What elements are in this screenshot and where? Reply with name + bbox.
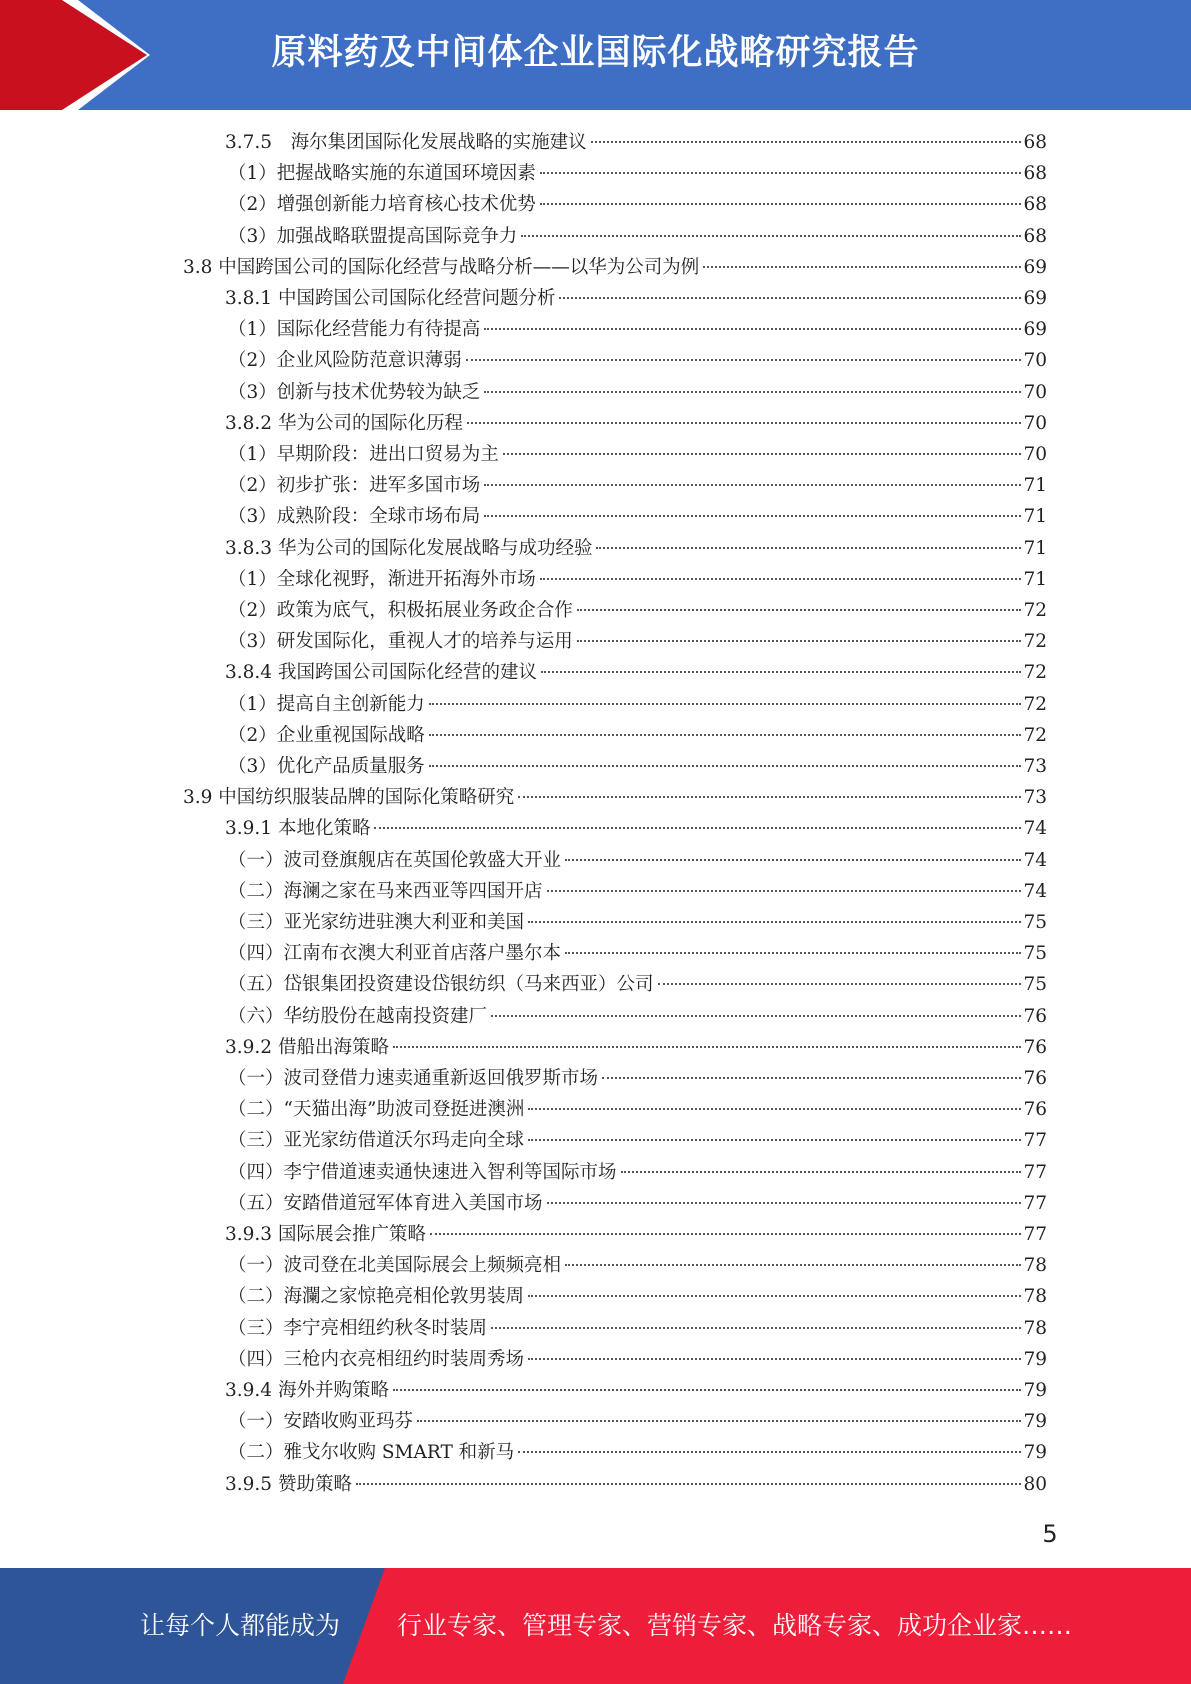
toc-entry[interactable] bbox=[0, 813, 1047, 844]
toc-entry-label: 3.9.3 国际展会推广策略 bbox=[225, 1224, 426, 1245]
toc-dot-leader bbox=[503, 453, 1022, 455]
toc-entry-label: 3.9 中国纺织服装品牌的国际化策略研究 bbox=[183, 787, 515, 809]
toc-entry-label: （四）江南布衣澳大利亚首店落户墨尔本 bbox=[228, 943, 562, 965]
toc-dot-leader bbox=[430, 1233, 1021, 1235]
toc-entry-page: 79 bbox=[1023, 1442, 1047, 1464]
toc-dot-leader bbox=[540, 203, 1022, 205]
toc-entry[interactable] bbox=[0, 564, 1047, 595]
toc-entry[interactable] bbox=[0, 751, 1047, 782]
toc-dot-leader bbox=[466, 359, 1022, 361]
page-header bbox=[0, 0, 1191, 110]
toc-entry-page: 71 bbox=[1023, 506, 1047, 528]
toc-entry-page: 79 bbox=[1023, 1380, 1047, 1401]
toc-entry-page: 74 bbox=[1023, 880, 1047, 902]
toc-entry-page: 79 bbox=[1023, 1348, 1047, 1370]
toc-entry-page: 70 bbox=[1023, 381, 1047, 403]
toc-entry-label: （3）成熟阶段：全球市场布局 bbox=[228, 506, 481, 528]
toc-entry-page: 75 bbox=[1023, 943, 1047, 965]
toc-entry-page: 70 bbox=[1023, 350, 1047, 372]
toc-entry-label: 3.8 中国跨国公司的国际化经营与战略分析——以华为公司为例 bbox=[183, 256, 700, 278]
toc-entry-label: （一）波司登旗舰店在英国伦敦盛大开业 bbox=[228, 849, 562, 871]
toc-entry-label: 3.7.5 海尔集团国际化发展战略的实施建议 bbox=[225, 132, 587, 153]
toc-entry-page: 72 bbox=[1023, 662, 1047, 684]
toc-dot-leader bbox=[596, 547, 1021, 549]
toc-entry[interactable] bbox=[0, 314, 1047, 345]
toc-entry-page: 74 bbox=[1023, 849, 1047, 871]
toc-entry-label: 3.8.1 中国跨国公司国际化经营问题分析 bbox=[225, 288, 556, 309]
toc-entry-label: （2）增强创新能力培育核心技术优势 bbox=[228, 194, 536, 216]
toc-entry[interactable] bbox=[0, 377, 1047, 408]
toc-entry[interactable] bbox=[0, 969, 1047, 1000]
toc-entry[interactable] bbox=[0, 1375, 1047, 1406]
toc-entry-label: （四）三枪内衣亮相纽约时装周秀场 bbox=[228, 1348, 525, 1370]
toc-entry[interactable] bbox=[0, 408, 1047, 439]
toc-entry-page: 75 bbox=[1023, 912, 1047, 933]
toc-dot-leader bbox=[429, 734, 1022, 736]
toc-entry[interactable] bbox=[0, 845, 1047, 876]
toc-entry-page: 72 bbox=[1023, 631, 1047, 653]
toc-entry-page: 76 bbox=[1023, 1068, 1047, 1089]
toc-entry-label: （一）波司登在北美国际展会上频频亮相 bbox=[228, 1255, 562, 1277]
toc-dot-leader bbox=[528, 1295, 1021, 1297]
toc-entry-page: 69 bbox=[1023, 319, 1047, 341]
toc-entry[interactable] bbox=[0, 1188, 1047, 1219]
toc-entry-page: 69 bbox=[1023, 288, 1047, 309]
toc-entry-page: 73 bbox=[1023, 756, 1047, 777]
toc-dot-leader bbox=[467, 422, 1021, 424]
toc-entry[interactable] bbox=[0, 938, 1047, 969]
toc-entry[interactable] bbox=[0, 1219, 1047, 1250]
toc-entry-label: （二）海瀾之家惊艳亮相伦敦男装周 bbox=[228, 1286, 525, 1308]
toc-dot-leader bbox=[540, 578, 1022, 580]
toc-dot-leader bbox=[559, 297, 1021, 299]
toc-entry[interactable] bbox=[0, 1032, 1047, 1063]
toc-entry[interactable] bbox=[0, 1313, 1047, 1344]
toc-dot-leader bbox=[393, 1389, 1021, 1391]
toc-entry[interactable] bbox=[0, 252, 1047, 283]
toc-dot-leader bbox=[518, 796, 1021, 798]
toc-entry[interactable] bbox=[0, 1250, 1047, 1281]
toc-dot-leader bbox=[484, 391, 1021, 393]
page-number: 5 bbox=[1042, 1520, 1058, 1548]
toc-dot-leader bbox=[528, 1139, 1021, 1141]
toc-entry-label: （2）初步扩张：进军多国市场 bbox=[228, 475, 481, 497]
toc-dot-leader bbox=[565, 952, 1021, 954]
toc-entry-page: 68 bbox=[1023, 163, 1047, 185]
toc-entry-page: 71 bbox=[1023, 537, 1047, 559]
toc-entry-label: （1）把握战略实施的东道国环境因素 bbox=[228, 163, 536, 185]
toc-dot-leader bbox=[374, 827, 1021, 829]
toc-entry[interactable] bbox=[0, 345, 1047, 376]
toc-entry-label: 3.9.1 本地化策略 bbox=[225, 818, 371, 840]
toc-entry[interactable] bbox=[0, 1437, 1047, 1468]
toc-entry[interactable] bbox=[0, 470, 1047, 501]
toc-dot-leader bbox=[429, 765, 1022, 767]
toc-dot-leader bbox=[417, 1420, 1021, 1422]
toc-entry[interactable] bbox=[0, 221, 1047, 252]
toc-entry[interactable] bbox=[0, 501, 1047, 532]
toc-entry[interactable] bbox=[0, 1344, 1047, 1375]
toc-entry[interactable] bbox=[0, 1406, 1047, 1437]
toc-dot-leader bbox=[621, 1171, 1022, 1173]
toc-entry-page: 71 bbox=[1023, 568, 1047, 590]
toc-entry-label: （三）亚光家纺借道沃尔玛走向全球 bbox=[228, 1130, 525, 1152]
toc-entry-page: 79 bbox=[1023, 1411, 1047, 1433]
toc-entry[interactable] bbox=[0, 1469, 1047, 1500]
toc-entry-label: 3.9.2 借船出海策略 bbox=[225, 1036, 389, 1058]
toc-entry-label: （2）政策为底气，积极拓展业务政企合作 bbox=[228, 600, 573, 621]
toc-entry[interactable] bbox=[0, 283, 1047, 314]
toc-dot-leader bbox=[658, 983, 1022, 985]
toc-dot-leader bbox=[528, 921, 1021, 923]
footer-slogan-left: 让每个人都能成为 bbox=[140, 1611, 341, 1640]
toc-dot-leader bbox=[491, 1015, 1021, 1017]
toc-entry-page: 78 bbox=[1023, 1255, 1047, 1277]
toc-entry-label: 3.9.4 海外并购策略 bbox=[225, 1380, 389, 1401]
toc-dot-leader bbox=[429, 703, 1022, 705]
toc-entry-label: 3.9.5 赞助策略 bbox=[225, 1473, 352, 1495]
toc-entry-label: （六）华纺股份在越南投资建厂 bbox=[228, 1005, 488, 1027]
toc-entry-label: （3）加强战略联盟提高国际竞争力 bbox=[228, 225, 518, 247]
toc-entry-page: 80 bbox=[1023, 1473, 1047, 1495]
toc-entry-label: （3）优化产品质量服务 bbox=[228, 756, 425, 777]
toc-entry-label: （二）海澜之家在马来西亚等四国开店 bbox=[228, 880, 543, 902]
toc-dot-leader bbox=[393, 1046, 1021, 1048]
toc-entry-label: （四）李宁借道速卖通快速进入智利等国际市场 bbox=[228, 1161, 617, 1183]
toc-entry-label: （1）国际化经营能力有待提高 bbox=[228, 319, 481, 341]
toc-entry[interactable] bbox=[0, 1281, 1047, 1312]
toc-entry-page: 73 bbox=[1023, 787, 1047, 809]
toc-entry-page: 76 bbox=[1023, 1005, 1047, 1027]
toc-entry[interactable] bbox=[0, 626, 1047, 657]
toc-entry-label: （一）波司登借力速卖通重新返回俄罗斯市场 bbox=[228, 1068, 599, 1089]
toc-entry[interactable] bbox=[0, 158, 1047, 189]
toc-dot-leader bbox=[540, 172, 1022, 174]
toc-dot-leader bbox=[703, 266, 1021, 268]
toc-entry-page: 77 bbox=[1023, 1224, 1047, 1245]
report-title: 原料药及中间体企业国际化战略研究报告 bbox=[271, 33, 920, 73]
toc-entry-page: 78 bbox=[1023, 1286, 1047, 1308]
toc-dot-leader bbox=[591, 141, 1022, 143]
toc-entry[interactable] bbox=[0, 1063, 1047, 1094]
toc-entry-page: 72 bbox=[1023, 724, 1047, 746]
toc-entry-label: （五）岱银集团投资建设岱银纺织（马来西亚）公司 bbox=[228, 974, 654, 996]
toc-entry[interactable] bbox=[0, 595, 1047, 626]
footer-slogan-right: 行业专家、管理专家、营销专家、战略专家、成功企业家…… bbox=[397, 1611, 1073, 1640]
toc-dot-leader bbox=[521, 235, 1021, 237]
toc-entry-label: 3.8.3 华为公司的国际化发展战略与成功经验 bbox=[225, 537, 593, 559]
toc-entry-page: 68 bbox=[1023, 194, 1047, 216]
toc-entry-label: （1）全球化视野，渐进开拓海外市场 bbox=[228, 568, 536, 590]
toc-entry-page: 77 bbox=[1023, 1130, 1047, 1152]
toc-dot-leader bbox=[541, 671, 1021, 673]
toc-entry-page: 77 bbox=[1023, 1161, 1047, 1183]
toc-entry-page: 68 bbox=[1023, 225, 1047, 247]
toc-dot-leader bbox=[518, 1451, 1021, 1453]
toc-entry-page: 68 bbox=[1023, 132, 1047, 153]
toc-entry-page: 77 bbox=[1023, 1192, 1047, 1214]
toc-entry-label: （一）安踏收购亚玛芬 bbox=[228, 1411, 414, 1433]
toc-dot-leader bbox=[565, 859, 1021, 861]
toc-entry-label: （3）创新与技术优势较为缺乏 bbox=[228, 381, 481, 403]
toc-entry[interactable] bbox=[0, 1125, 1047, 1156]
toc-dot-leader bbox=[484, 515, 1021, 517]
toc-entry[interactable] bbox=[0, 689, 1047, 720]
toc-entry-label: 3.8.4 我国跨国公司国际化经营的建议 bbox=[225, 662, 537, 684]
toc-entry[interactable] bbox=[0, 127, 1047, 158]
toc-entry-page: 76 bbox=[1023, 1036, 1047, 1058]
toc-entry[interactable] bbox=[0, 720, 1047, 751]
toc-entry-page: 72 bbox=[1023, 693, 1047, 715]
toc-entry-label: （1）早期阶段：进出口贸易为主 bbox=[228, 444, 499, 465]
toc-entry-page: 76 bbox=[1023, 1099, 1047, 1121]
toc-entry-page: 70 bbox=[1023, 412, 1047, 434]
toc-entry-label: （二）“天猫出海”助波司登挺进澳洲 bbox=[228, 1099, 525, 1121]
toc-entry-label: 3.8.2 华为公司的国际化历程 bbox=[225, 412, 463, 434]
toc-entry[interactable] bbox=[0, 1157, 1047, 1188]
toc-entry-page: 70 bbox=[1023, 444, 1047, 465]
toc-dot-leader bbox=[547, 890, 1022, 892]
toc-entry-label: （三）亚光家纺进驻澳大利亚和美国 bbox=[228, 912, 525, 933]
toc-dot-leader bbox=[565, 1264, 1021, 1266]
toc-dot-leader bbox=[484, 328, 1021, 330]
toc-entry[interactable] bbox=[0, 876, 1047, 907]
toc-dot-leader bbox=[577, 640, 1022, 642]
toc-entry[interactable] bbox=[0, 1001, 1047, 1032]
toc-entry-label: （二）雅戈尔收购 SMART 和新马 bbox=[228, 1442, 515, 1464]
toc-dot-leader bbox=[602, 1077, 1021, 1079]
toc-dot-leader bbox=[528, 1108, 1021, 1110]
toc-entry-label: （1）提高自主创新能力 bbox=[228, 693, 425, 715]
toc-entry-page: 72 bbox=[1023, 600, 1047, 621]
toc-entry-page: 71 bbox=[1023, 475, 1047, 497]
toc-entry[interactable] bbox=[0, 189, 1047, 220]
toc-entry-page: 75 bbox=[1023, 974, 1047, 996]
toc-dot-leader bbox=[577, 609, 1022, 611]
toc-entry-label: （2）企业风险防范意识薄弱 bbox=[228, 350, 462, 372]
toc-entry[interactable] bbox=[0, 657, 1047, 688]
toc-entry-label: （3）研发国际化，重视人才的培养与运用 bbox=[228, 631, 573, 653]
toc-entry[interactable] bbox=[0, 439, 1047, 470]
toc-entry-page: 74 bbox=[1023, 818, 1047, 840]
toc-entry[interactable] bbox=[0, 907, 1047, 938]
page-footer bbox=[0, 1568, 1191, 1684]
toc-entry[interactable] bbox=[0, 1094, 1047, 1125]
toc-entry[interactable] bbox=[0, 533, 1047, 564]
toc-dot-leader bbox=[547, 1202, 1022, 1204]
toc-entry-page: 69 bbox=[1023, 256, 1047, 278]
toc-entry-label: （三）李宁亮相纽约秋冬时装周 bbox=[228, 1317, 488, 1339]
toc-dot-leader bbox=[491, 1327, 1021, 1329]
toc-entry[interactable] bbox=[0, 782, 1047, 813]
toc-dot-leader bbox=[356, 1483, 1022, 1485]
toc-entry-label: （五）安踏借道冠军体育进入美国市场 bbox=[228, 1192, 543, 1214]
toc-dot-leader bbox=[528, 1358, 1021, 1360]
toc-entry-label: （2）企业重视国际战略 bbox=[228, 724, 425, 746]
toc-dot-leader bbox=[484, 484, 1021, 486]
toc-entry-page: 78 bbox=[1023, 1317, 1047, 1339]
